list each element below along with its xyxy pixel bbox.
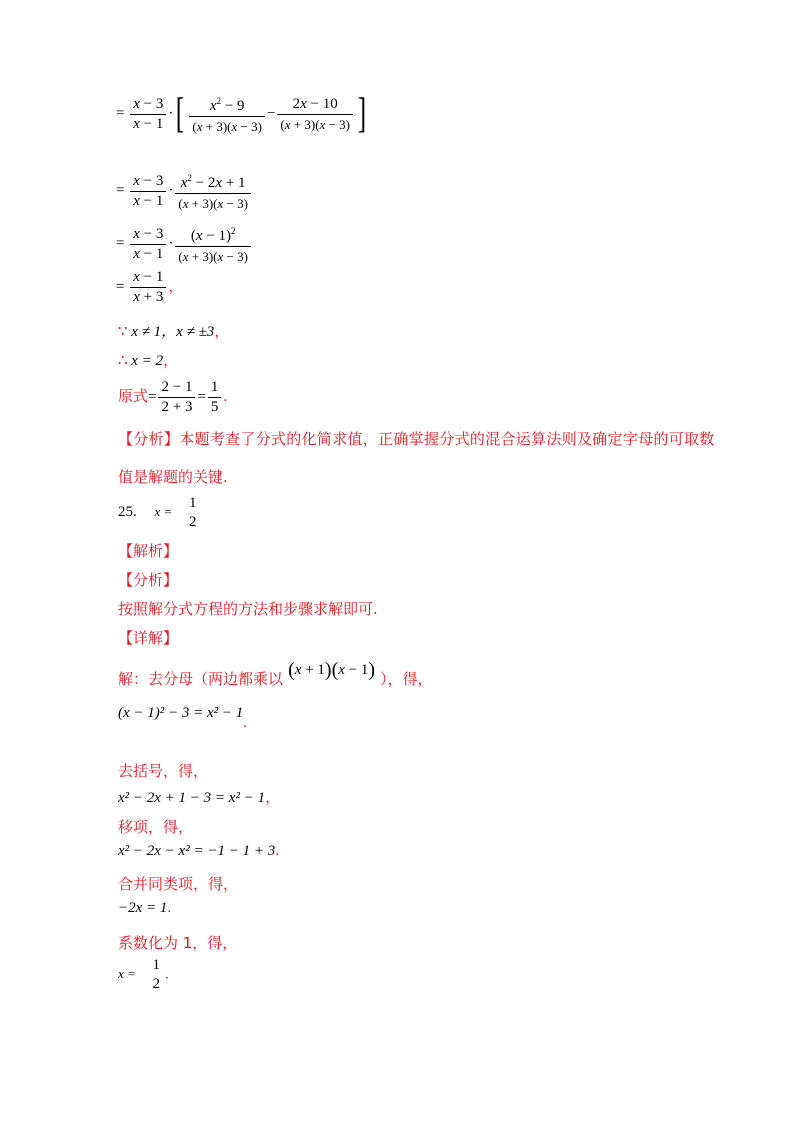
punctuation: ， (163, 353, 179, 369)
fraction: $\frac{(x - 1)^2}{(x + 3)(x - 3)}$ (175, 222, 251, 266)
equals-sign: = (116, 105, 125, 122)
left-bracket: [ (176, 91, 185, 137)
fraction: 1 2 (152, 957, 161, 992)
fraction: $\frac{1}{5}$ (208, 378, 222, 417)
equation-4: −2x = 1. (118, 900, 172, 916)
since-conditions: x ≠ 1，x ≠ ±3 (131, 324, 215, 340)
qukuohao-text: 去括号，得， (118, 762, 209, 780)
solution-intro-text-end: ），得， (380, 670, 433, 688)
original-label: 原式 (118, 386, 149, 405)
equation-text: x² − 2x + 1 − 3 = x² − 1 (118, 790, 266, 806)
equation-text: −2x = 1 (118, 900, 168, 916)
fraction: $\frac{x - 3}{x - 1}$ (130, 225, 166, 264)
equation-5: x = 1 2 . (118, 957, 169, 992)
equation-3: x² − 2x − x² = −1 − 1 + 3. (118, 843, 279, 859)
equals-sign: = (116, 235, 125, 252)
therefore-value: x = 2 (131, 353, 164, 369)
step-3: = $\frac{x - 3}{x - 1}$ · $\frac{(x - 1)^2}{(x + 3)(x - 3)}$ (116, 222, 253, 266)
fraction: $\frac{x^2 - 9}{(x + 3)(x - 3)}$ (189, 92, 265, 136)
xiangjie-header: 【详解】 (118, 629, 179, 647)
step-4: = $\frac{x - 1}{x + 3}$ ， (116, 269, 184, 305)
problem-25-line (118, 494, 202, 532)
step-1: = $\frac{x - 3}{x - 1}$ ·[ $\frac{x^2 - 9}{(x + 3)(x - 3)}$ − $\frac{2x - 10}{(x + 3)(x - 3)}$ ] (116, 91, 367, 137)
right-bracket: ] (357, 91, 367, 137)
punctuation: . (223, 388, 228, 405)
xishu-text: 系数化为 1，得， (118, 934, 238, 952)
fenxi-text: 按照解分式方程的方法和步骤求解即可. (118, 600, 378, 618)
problem-number: 25. (118, 504, 137, 521)
multiplier-expression: (x + 1)(x − 1) (288, 659, 376, 682)
equation-text: x² − 2x − x² = −1 − 1 + 3 (118, 843, 276, 859)
equation-1: (x − 1)² − 3 = x² − 1. (118, 705, 248, 731)
analysis-line-2: 值是解题的关键. (118, 468, 228, 486)
solution-intro-text: 解：去分母（两边都乘以 (118, 670, 284, 688)
answer-lhs: x = (118, 966, 136, 982)
since-line (118, 320, 229, 341)
fraction: $\frac{x - 3}{x - 1}$ (130, 95, 166, 134)
equation-text: (x − 1)² − 3 = x² − 1 (118, 705, 244, 721)
step-2: = $\frac{x - 3}{x - 1}$ · $\frac{x^2 - 2x + 1}{(x + 3)(x - 3)}$ (116, 169, 253, 213)
equation-2: x² − 2x + 1 − 3 = x² − 1， (118, 790, 281, 806)
equals-sign: = (116, 182, 125, 199)
jiexi-header: 【解析】 (118, 542, 179, 560)
yixiang-text: 移项，得， (118, 818, 194, 836)
fenxi-header: 【分析】 (118, 571, 179, 589)
original-value-line: 原式= $\frac{2 - 1}{2 + 3}$ = $\frac{1}{5}$ . (118, 379, 228, 415)
answer-lhs: x = (154, 504, 173, 520)
fraction: 1 2 (189, 495, 197, 530)
equals-sign: = (116, 278, 125, 295)
analysis-line-1: 【分析】本题考查了分式的化简求值，正确掌握分式的混合运算法则及确定字母的可取数 (118, 430, 715, 448)
since-symbol: ∵ (118, 324, 128, 340)
hebing-text: 合并同类项，得， (118, 875, 239, 893)
punctuation: ， (214, 324, 230, 340)
fraction: $\frac{2x - 10}{(x + 3)(x - 3)}$ (277, 95, 353, 134)
fraction: $\frac{x - 3}{x - 1}$ (130, 172, 166, 211)
therefore-line (118, 349, 178, 370)
fraction: $\frac{2 - 1}{2 + 3}$ (158, 378, 195, 417)
therefore-symbol: ∴ (118, 353, 128, 369)
fraction: $\frac{x - 1}{x + 3}$ (130, 268, 166, 307)
solution-intro (118, 658, 433, 688)
fraction: $\frac{x^2 - 2x + 1}{(x + 3)(x - 3)}$ (175, 169, 251, 213)
